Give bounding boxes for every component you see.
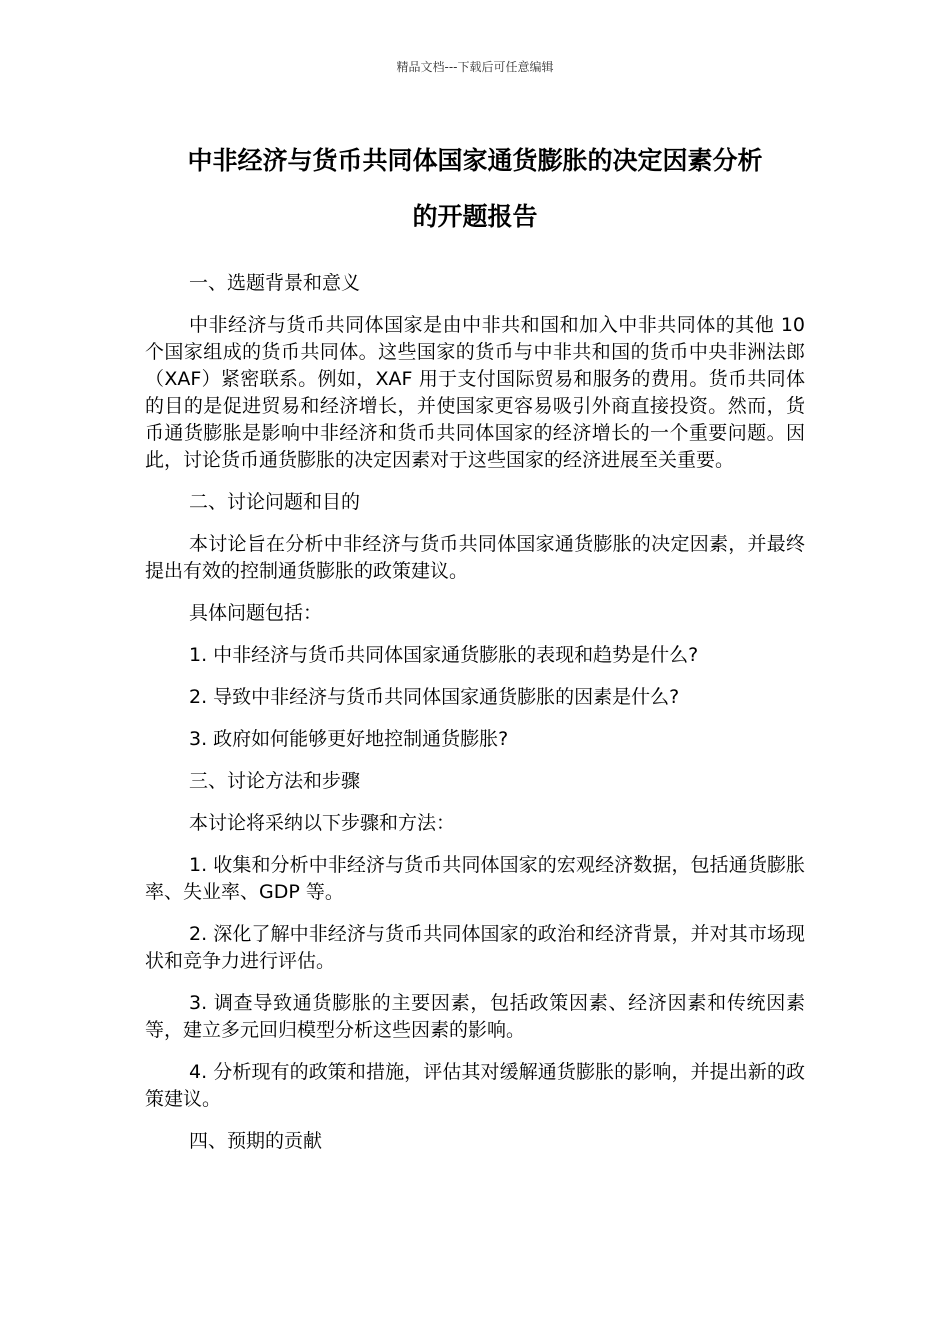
paragraph-purpose: 本讨论旨在分析中非经济与货币共同体国家通货膨胀的决定因素，并最终提出有效的控制通货膨胀的政策建议。 — [145, 533, 805, 582]
paragraph-background: 中非经济与货币共同体国家是由中非共和国和加入中非共同体的其他 10 个国家组成的货币共同体。这些国家的货币与中非共和国的货币中央非洲法郎（XAF）紧密联系。例如，XAF 用于支付国际贸易和服务的费用。货币共同体的目的是促进贸易和经济增长，并使国家更容易吸引外商直接投资。然而，货币通货膨胀是影响中非经济和货币共同体国家的经济增长的一个重要问题。因此，讨论货币通货膨胀的决定因素对于这些国家的经济进展至关重要。 — [145, 314, 805, 471]
title-line-2: 的开题报告 — [412, 202, 538, 231]
section-heading-background: 一、选题背景和意义 — [189, 272, 361, 294]
document-title — [120, 133, 830, 245]
method-step-1: 1. 收集和分析中非经济与货币共同体国家的宏观经济数据，包括通货膨胀率、失业率、GDP 等。 — [145, 854, 805, 903]
title-line-1: 中非经济与货币共同体国家通货膨胀的决定因素分析 — [187, 146, 763, 175]
question-item-2: 2. 导致中非经济与货币共同体国家通货膨胀的因素是什么? — [189, 686, 680, 708]
section-heading-contribution: 四、预期的贡献 — [189, 1130, 323, 1152]
method-step-4: 4. 分析现有的政策和措施，评估其对缓解通货膨胀的影响，并提出新的政策建议。 — [145, 1061, 805, 1110]
section-heading-methods: 三、讨论方法和步骤 — [189, 770, 361, 792]
header-note: 精品文档---下载后可任意编辑 — [396, 60, 554, 74]
paragraph-questions-intro: 具体问题包括： — [189, 602, 323, 624]
question-item-1: 1. 中非经济与货币共同体国家通货膨胀的表现和趋势是什么? — [189, 644, 699, 666]
paragraph-methods-intro: 本讨论将采纳以下步骤和方法： — [189, 812, 456, 834]
method-step-2: 2. 深化了解中非经济与货币共同体国家的政治和经济背景，并对其市场现状和竞争力进行评估。 — [145, 923, 805, 972]
document-body — [145, 270, 805, 1170]
method-step-3: 3. 调查导致通货膨胀的主要因素，包括政策因素、经济因素和传统因素等，建立多元回归模型分析这些因素的影响。 — [145, 992, 805, 1041]
question-item-3: 3. 政府如何能够更好地控制通货膨胀? — [189, 728, 509, 750]
section-heading-questions: 二、讨论问题和目的 — [189, 491, 361, 513]
